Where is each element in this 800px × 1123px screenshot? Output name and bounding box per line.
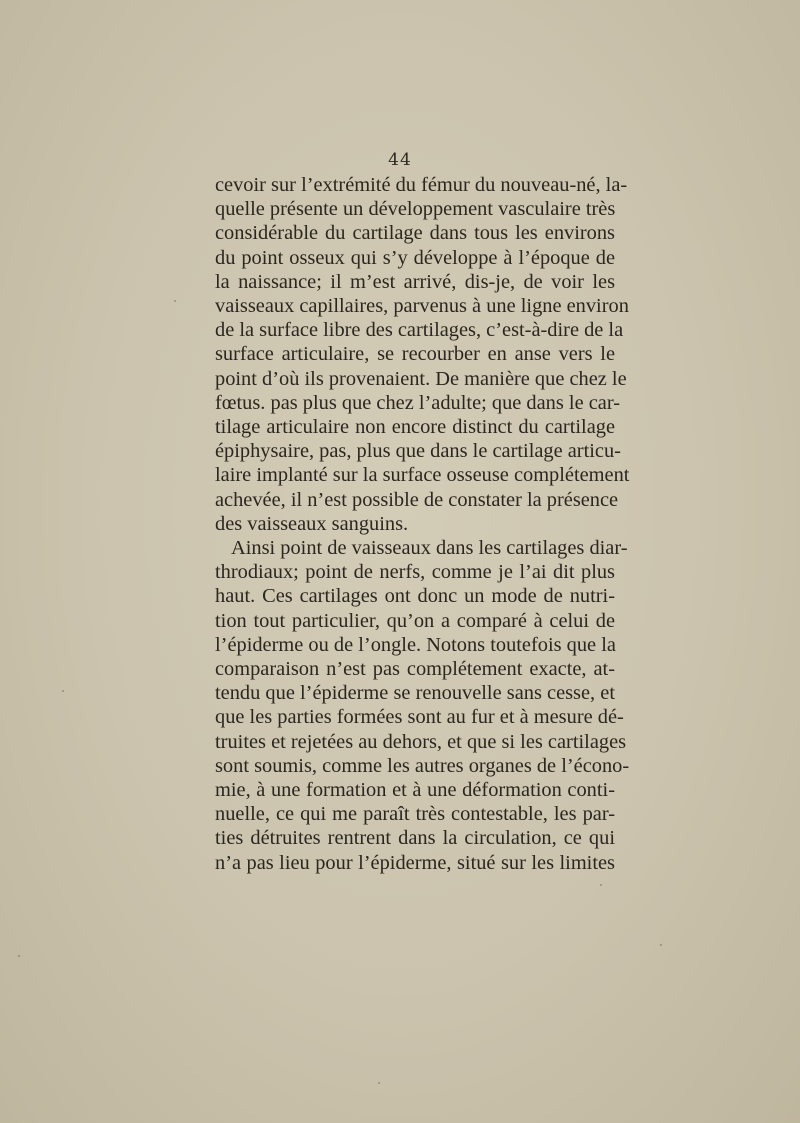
paper-speck bbox=[660, 944, 662, 946]
text-line: throdiaux; point de nerfs, comme je l’ai dit plus bbox=[215, 561, 615, 584]
paragraph-2 bbox=[215, 536, 630, 875]
text-line: achevée, il n’est possible de constater la présence bbox=[215, 488, 619, 511]
text-line: haut. Ces cartilages ont donc un mode de nutri- bbox=[215, 585, 615, 608]
text-line: la naissance; il m’est arrivé, dis-je, de voir les bbox=[215, 270, 615, 293]
text-line: considérable du cartilage dans tous les environs bbox=[215, 222, 615, 245]
paper-speck bbox=[62, 690, 64, 692]
text-line: sont soumis, comme les autres organes de l’écono- bbox=[215, 754, 630, 777]
text-line: du point osseux qui s’y développe à l’époque de bbox=[215, 246, 615, 269]
text-line: truites et rejetées au dehors, et que si les cartilages bbox=[215, 730, 627, 753]
paragraph-1 bbox=[215, 173, 630, 536]
text-line: de la surface libre des cartilages, c’est-à-dire de la bbox=[215, 319, 624, 342]
text-line: l’épiderme ou de l’ongle. Notons toutefois que la bbox=[215, 633, 616, 656]
paper-speck bbox=[378, 1082, 380, 1084]
text-line: épiphysaire, pas, plus que dans le cartilage articu- bbox=[215, 440, 621, 463]
text-line: cevoir sur l’extrémité du fémur du nouveau-né, la- bbox=[215, 174, 628, 196]
text-line: fœtus. pas plus que chez l’adulte; que dans le car- bbox=[215, 391, 620, 414]
text-line: tilage articulaire non encore distinct du cartilage bbox=[215, 416, 615, 439]
text-line: comparaison n’est pas complétement exacte, at- bbox=[215, 658, 615, 681]
text-line: nuelle, ce qui me paraît très contestable, les par- bbox=[215, 803, 615, 826]
text-line: quelle présente un développement vasculaire très bbox=[215, 198, 616, 221]
text-line: des vaisseaux sanguins. bbox=[215, 512, 409, 535]
text-line: laire implanté sur la surface osseuse complétement bbox=[215, 464, 630, 487]
text-line: vaisseaux capillaires, parvenus à une ligne environ bbox=[215, 295, 629, 318]
paper-speck bbox=[174, 300, 176, 302]
paper-speck bbox=[18, 955, 20, 957]
text-line: mie, à une formation et à une déformation conti- bbox=[215, 779, 615, 802]
text-line: n’a pas lieu pour l’épiderme, situé sur les limites bbox=[215, 851, 615, 874]
text-line: ties détruites rentrent dans la circulation, ce qui bbox=[215, 827, 615, 850]
text-line: surface articulaire, se recourber en anse vers le bbox=[215, 343, 615, 366]
page-number: 44 bbox=[388, 150, 412, 170]
text-line: tion tout particulier, qu’on a comparé à celui de bbox=[215, 609, 615, 632]
text-line: point d’où ils provenaient. De manière que chez le bbox=[215, 367, 627, 390]
paper-speck bbox=[600, 884, 602, 886]
text-line: Ainsi point de vaisseaux dans les cartilages diar- bbox=[231, 537, 628, 560]
text-line: tendu que l’épiderme se renouvelle sans cesse, et bbox=[215, 682, 615, 705]
text-line: que les parties formées sont au fur et à mesure dé- bbox=[215, 706, 624, 729]
body-text bbox=[215, 173, 630, 875]
